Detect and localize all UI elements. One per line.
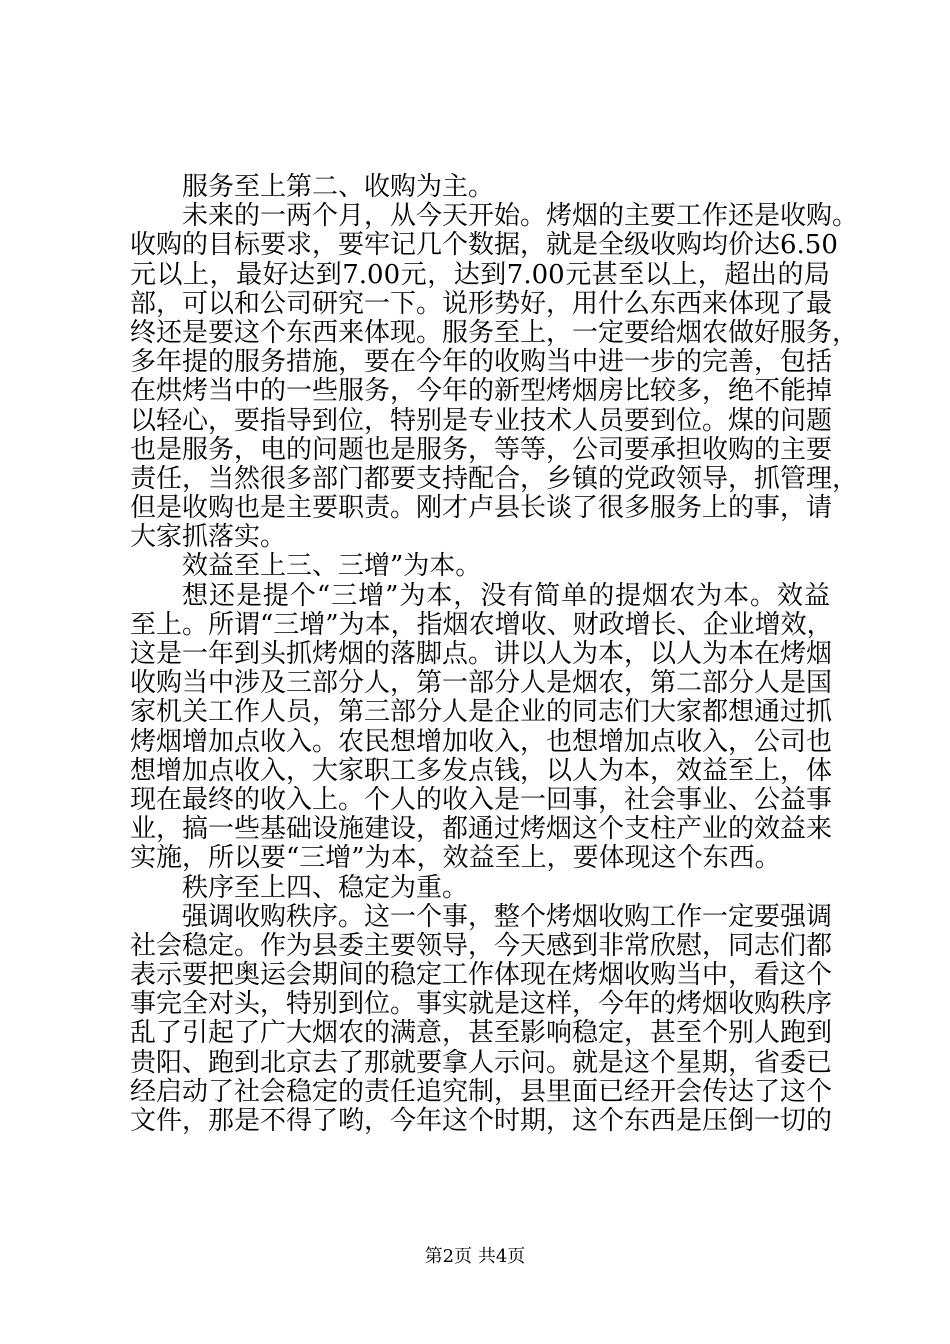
text-line: 大家抓落实。	[130, 522, 287, 553]
text-line: 多年提的服务措施，要在今年的收购当中进一步的完善，包括	[130, 347, 833, 378]
text-line: 家机关工作人员，第三部分人是企业的同志们大家都想通过抓	[130, 697, 833, 728]
text-line: 想还是提个“三增”为本，没有简单的提烟农为本。效益	[182, 580, 830, 611]
text-line: 元以上，最好达到7.00元，达到7.00元甚至以上，超出的局	[130, 259, 830, 290]
text-line: 强调收购秩序。这一个事，整个烤烟收购工作一定要强调	[182, 901, 833, 932]
text-line: 至上。所谓“三增”为本，指烟农增收、财政增长、企业增效，	[130, 609, 833, 640]
text-line: 这是一年到头抓烤烟的落脚点。讲以人为本，以人为本在烤烟	[130, 639, 833, 669]
text-line: 实施，所以要“三增”为本，效益至上，要体现这个东西。	[130, 843, 781, 874]
text-line: 社会稳定。作为县委主要领导，今天感到非常欣慰，同志们都	[130, 930, 833, 961]
text-line: 收购的目标要求，要牢记几个数据，就是全级收购均价达6.50	[130, 230, 838, 261]
text-line: 以轻心，要指导到位，特别是专业技术人员要到位。煤的问题	[130, 405, 833, 436]
text-line: 业，搞一些基础设施建设，都通过烤烟这个支柱产业的效益来	[130, 814, 833, 845]
text-line: 现在最终的收入上。个人的收入是一回事，社会事业、公益事	[130, 784, 833, 815]
page-footer: 第2页 共4页	[424, 1246, 526, 1267]
text-line: 效益至上三、三增”为本。	[182, 551, 482, 582]
text-line: 表示要把奥运会期间的稳定工作体现在烤烟收购当中，看这个	[130, 960, 833, 991]
text-line: 在烘烤当中的一些服务，今年的新型烤烟房比较多，绝不能掉	[130, 376, 833, 407]
text-line: 部，可以和公司研究一下。说形势好，用什么东西来体现了最	[130, 288, 833, 319]
text-line: 未来的一两个月，从今天开始。烤烟的主要工作还是收购。	[182, 201, 859, 232]
text-line: 贵阳、跑到北京去了那就要拿人示问。就是这个星期，省委已	[130, 1047, 833, 1078]
text-line: 乱了引起了广大烟农的满意，甚至影响稳定，甚至个别人跑到	[130, 1018, 833, 1049]
text-line: 终还是要这个东西来体现。服务至上，一定要给烟农做好服务，	[130, 317, 859, 348]
text-line: 事完全对头，特别到位。事实就是这样，今年的烤烟收购秩序	[130, 989, 833, 1020]
text-line: 服务至上第二、收购为主。	[182, 172, 495, 202]
text-line: 想增加点收入，大家职工多发点钱，以人为本，效益至上，体	[130, 755, 833, 786]
text-line: 但是收购也是主要职责。刚才卢县长谈了很多服务上的事，请	[130, 493, 833, 524]
text-line: 烤烟增加点收入。农民想增加收入，也想增加点收入，公司也	[130, 726, 833, 757]
document-body	[130, 172, 859, 1136]
text-line: 文件，那是不得了哟，今年这个时期，这个东西是压倒一切的	[130, 1106, 833, 1136]
text-line: 收购当中涉及三部分人，第一部分人是烟农，第二部分人是国	[130, 668, 833, 699]
text-line: 责任，当然很多部门都要支持配合，乡镇的党政领导，抓管理，	[130, 463, 859, 494]
text-line: 经启动了社会稳定的责任追究制，县里面已经开会传达了这个	[130, 1076, 833, 1107]
text-line: 也是服务，电的问题也是服务，等等，公司要承担收购的主要	[130, 434, 833, 465]
text-line: 秩序至上四、稳定为重。	[182, 872, 469, 903]
